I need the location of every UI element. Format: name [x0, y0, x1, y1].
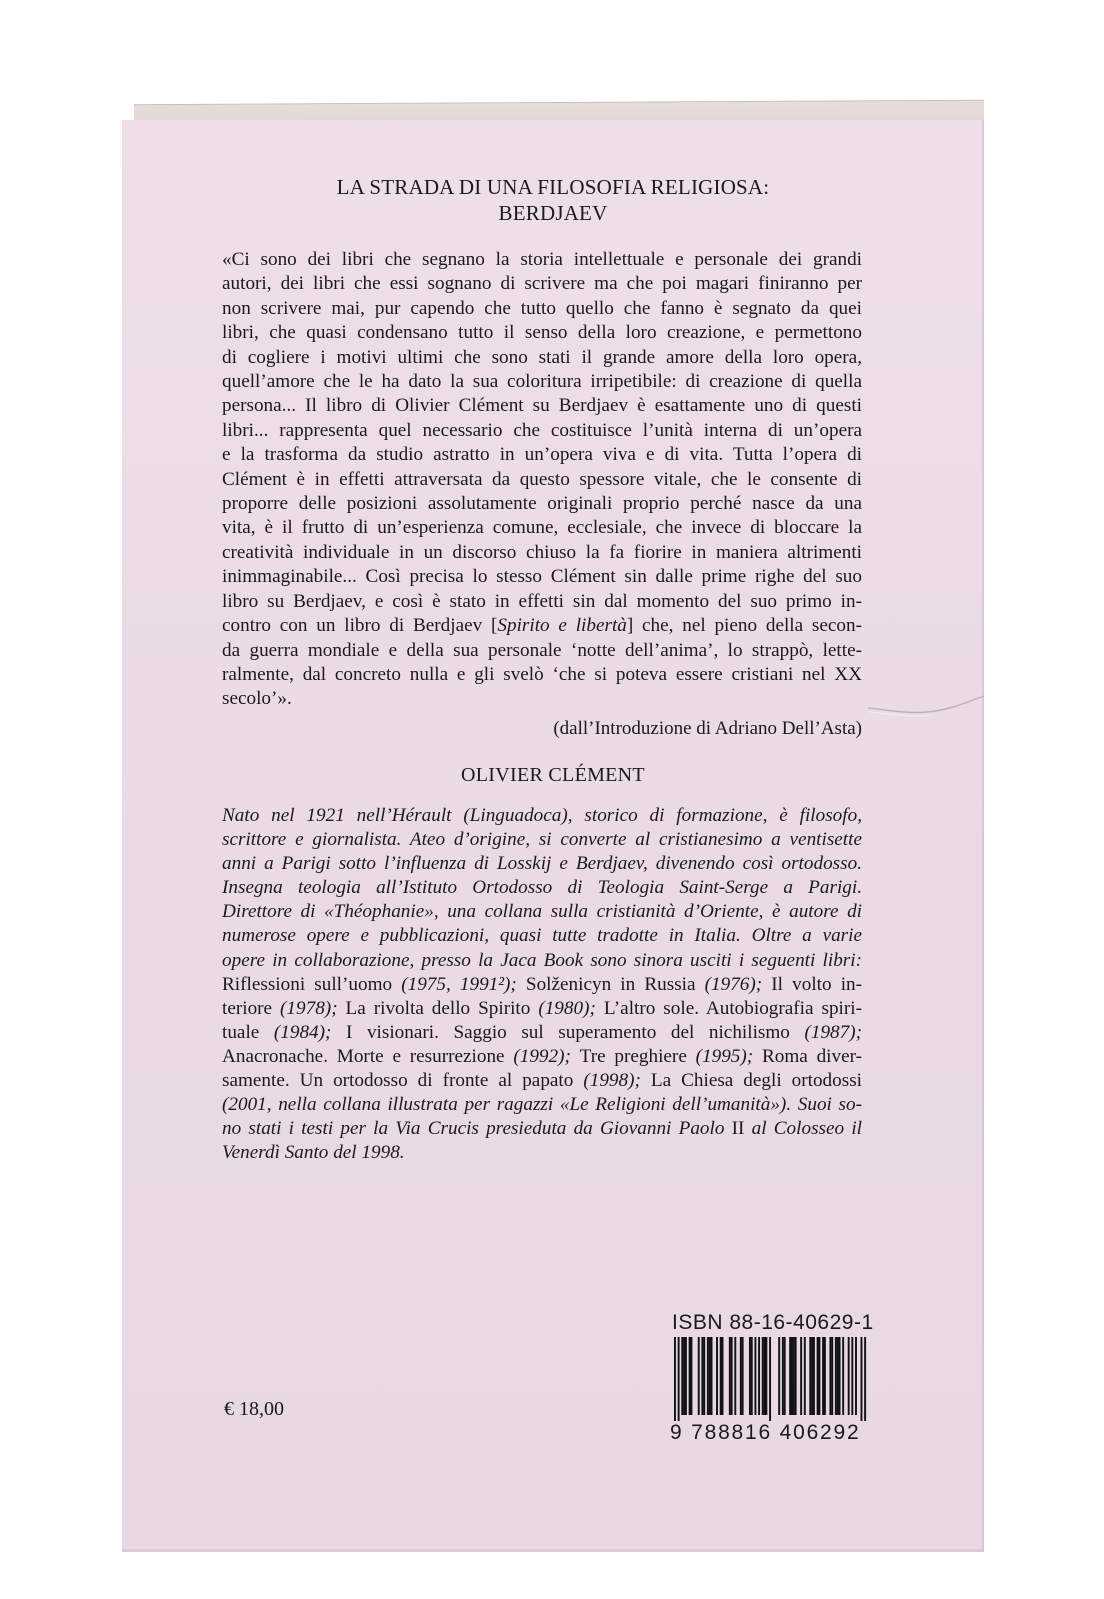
book-title: [122, 174, 984, 226]
barcode-bar: [809, 1337, 811, 1415]
quote-line: «Ci sono dei libri che segnano la storia intellettuale e personale dei grandi: [222, 249, 862, 270]
barcode-bar: [762, 1337, 764, 1415]
quote-line: Clément è in effetti attraversata da questo spessore vitale, che le consente di: [222, 468, 862, 490]
barcode: [672, 1337, 868, 1421]
barcode-bar: [822, 1337, 824, 1415]
bio-line: numerose opere e pubblicazioni, quasi tutte tradotte in Italia. Oltre a varie: [222, 925, 862, 947]
barcode-bar: [842, 1337, 844, 1415]
quote-line: di cogliere i motivi ultimi che sono stati il grande amore della loro opera,: [222, 346, 862, 368]
bio-line: tuale (1984); I visionari. Saggio sul superamento del nichilismo (1987);: [222, 1021, 863, 1043]
quote-line: ralmente, dal concreto nulla e gli svelò ‘che si poteva essere cristiani nel XX: [222, 663, 862, 685]
quote-line: da guerra mondiale e della sua personale ‘notte dell’anima’, lo strappò, lette-: [222, 639, 862, 661]
barcode-bar: [734, 1337, 736, 1415]
bio-line: no stati i testi per la Via Crucis presieduta da Giovanni Paolo II al Colosseo il: [222, 1118, 862, 1140]
barcode-bar: [769, 1337, 771, 1421]
barcode-digits: 9 788816 406292: [670, 1421, 861, 1444]
quote-line: contro con un libro di Berdjaev [Spirito e libertà] che, nel pieno della secon-: [222, 615, 863, 637]
quote-line: vita, è il frutto di un’esperienza comune, ecclesiale, che invece di bloccare la: [222, 517, 862, 539]
bio-line: Insegna teologia all’Istituto Ortodosso di Teologia Saint-Serge a Parigi.: [222, 877, 862, 899]
quote-line: e la trasforma da studio astratto in un’opera viva e di vita. Tutta l’opera di: [222, 444, 862, 466]
bio-line: opere in collaborazione, presso la Jaca Book sono sinora usciti i seguenti libri:: [222, 949, 862, 971]
barcode-bar: [855, 1337, 857, 1415]
barcode-bar: [811, 1337, 813, 1415]
barcode-bar: [678, 1337, 680, 1421]
barcode-bar: [789, 1337, 791, 1415]
quote-line: non scrivere mai, pur capendo che tutto quello che fanno è segnato da quei: [222, 297, 862, 319]
barcode-bar: [804, 1337, 806, 1415]
barcode-bar: [711, 1337, 713, 1415]
quote-line: secolo’».: [222, 688, 292, 710]
barcode-bar: [861, 1337, 863, 1421]
barcode-bar: [716, 1337, 718, 1415]
barcode-bar: [813, 1337, 815, 1415]
barcode-bar: [817, 1337, 819, 1415]
barcode-bar: [731, 1337, 733, 1415]
cover-crease: [868, 690, 984, 730]
barcode-bar: [740, 1337, 742, 1415]
barcode-bar: [701, 1337, 703, 1415]
barcode-bar: [800, 1337, 802, 1415]
quote-line: inimmaginabile... Così precisa lo stesso Clément sin dalle prime righe del suo: [222, 566, 862, 588]
barcode-bar: [793, 1337, 795, 1415]
barcode-bar: [851, 1337, 853, 1415]
bio-line: Riflessioni sull’uomo (1975, 1991²); Solženicyn in Russia (1976); Il volto in-: [222, 973, 863, 995]
bio-line: Venerdì Santo del 1998.: [222, 1142, 405, 1164]
barcode-bar: [839, 1337, 841, 1415]
barcode-bar: [754, 1337, 756, 1415]
blurb-quote: [222, 248, 862, 712]
quote-line: proporre delle posizioni assolutamente originali proprio perché nasce da una: [222, 493, 862, 515]
barcode-bar: [835, 1337, 837, 1415]
barcode-bar: [722, 1337, 724, 1415]
author-heading: OLIVIER CLÉMENT: [461, 764, 645, 786]
barcode-bar: [729, 1337, 731, 1415]
barcode-bar: [818, 1337, 820, 1415]
barcode-bar: [829, 1337, 831, 1415]
barcode-bar: [674, 1337, 676, 1421]
barcode-bar: [837, 1337, 839, 1415]
quote-line: autori, dei libri che essi sognano di scrivere ma che poi magari finiranno per: [222, 273, 862, 295]
barcode-bar: [707, 1337, 709, 1415]
barcode-bar: [778, 1337, 780, 1415]
barcode-bar: [824, 1337, 826, 1415]
bio-line: anni a Parigi sotto l’influenza di Losskij e Berdjaev, divenendo così ortodosso.: [222, 853, 862, 875]
barcode-bar: [795, 1337, 797, 1415]
price: € 18,00: [224, 1398, 284, 1420]
title-line-2: BERDJAEV: [498, 201, 608, 225]
bio-line: Nato nel 1921 nell’Hérault (Linguadoca), storico di formazione, è filosofo,: [222, 805, 862, 826]
barcode-bar: [751, 1337, 753, 1415]
author-bio: [222, 804, 862, 1165]
barcode-bar: [758, 1337, 760, 1415]
barcode-bar: [690, 1337, 692, 1415]
barcode-bar: [764, 1337, 766, 1415]
quote-line: libri, che quasi condensano tutto il senso della loro creazione, e permettono: [222, 322, 862, 344]
quote-line: libri... rappresenta quel necessario che costituisce l’unità interna di un’opera: [222, 419, 862, 441]
barcode-bar: [698, 1337, 700, 1415]
barcode-bar: [683, 1337, 685, 1415]
barcode-bar: [703, 1337, 705, 1415]
isbn-label: ISBN 88-16-40629-1: [672, 1311, 874, 1334]
bio-line: scrittore e giornalista. Ateo d’origine, si converte al cristianesimo a ventisette: [222, 829, 862, 851]
bio-line: samente. Un ortodosso di fronte al papato (1998); La Chiesa degli ortodossi: [222, 1070, 863, 1092]
barcode-bar: [765, 1337, 767, 1415]
barcode-bar: [864, 1337, 866, 1421]
barcode-bar: [742, 1337, 744, 1415]
barcode-bar: [689, 1337, 691, 1415]
bio-line: teriore (1978); La rivolta dello Spirito (1980); L’altro sole. Autobiografia spiri-: [222, 997, 862, 1019]
quote-line: creatività individuale in un discorso chiuso la fa fiorire in maniera altrimenti: [222, 541, 862, 563]
barcode-bar: [784, 1337, 786, 1415]
bio-line: Direttore di «Théophanie», una collana sulla cristianità d’Oriente, è autore di: [222, 901, 862, 923]
bio-line: (2001, nella collana illustrata per ragazzi «Le Religioni dell’umanità»). Suoi so-: [222, 1094, 862, 1116]
barcode-bar: [709, 1337, 711, 1415]
barcode-bar: [681, 1337, 683, 1415]
quote-line: persona... Il libro di Olivier Clément su Berdjaev è esattamente uno di questi: [222, 395, 862, 417]
barcode-bar: [685, 1337, 687, 1415]
quote-line: libro su Berdjaev, e così è stato in effetti sin dal momento del suo primo in-: [222, 590, 862, 612]
quote-attribution: (dall’Introduzione di Adriano Dell’Asta): [553, 718, 862, 739]
barcode-bar: [831, 1337, 833, 1415]
barcode-bar: [749, 1337, 751, 1415]
barcode-bar: [720, 1337, 722, 1415]
quote-line: quell’amore che le ha dato la sua coloritura irripetibile: di creazione di quella: [222, 371, 862, 393]
barcode-bar: [848, 1337, 850, 1415]
barcode-bar: [782, 1337, 784, 1415]
barcode-bar: [791, 1337, 793, 1415]
title-line-1: LA STRADA DI UNA FILOSOFIA RELIGIOSA:: [336, 175, 770, 199]
bio-line: Anacronache. Morte e resurrezione (1992); Tre preghiere (1995); Roma diver-: [222, 1045, 862, 1067]
